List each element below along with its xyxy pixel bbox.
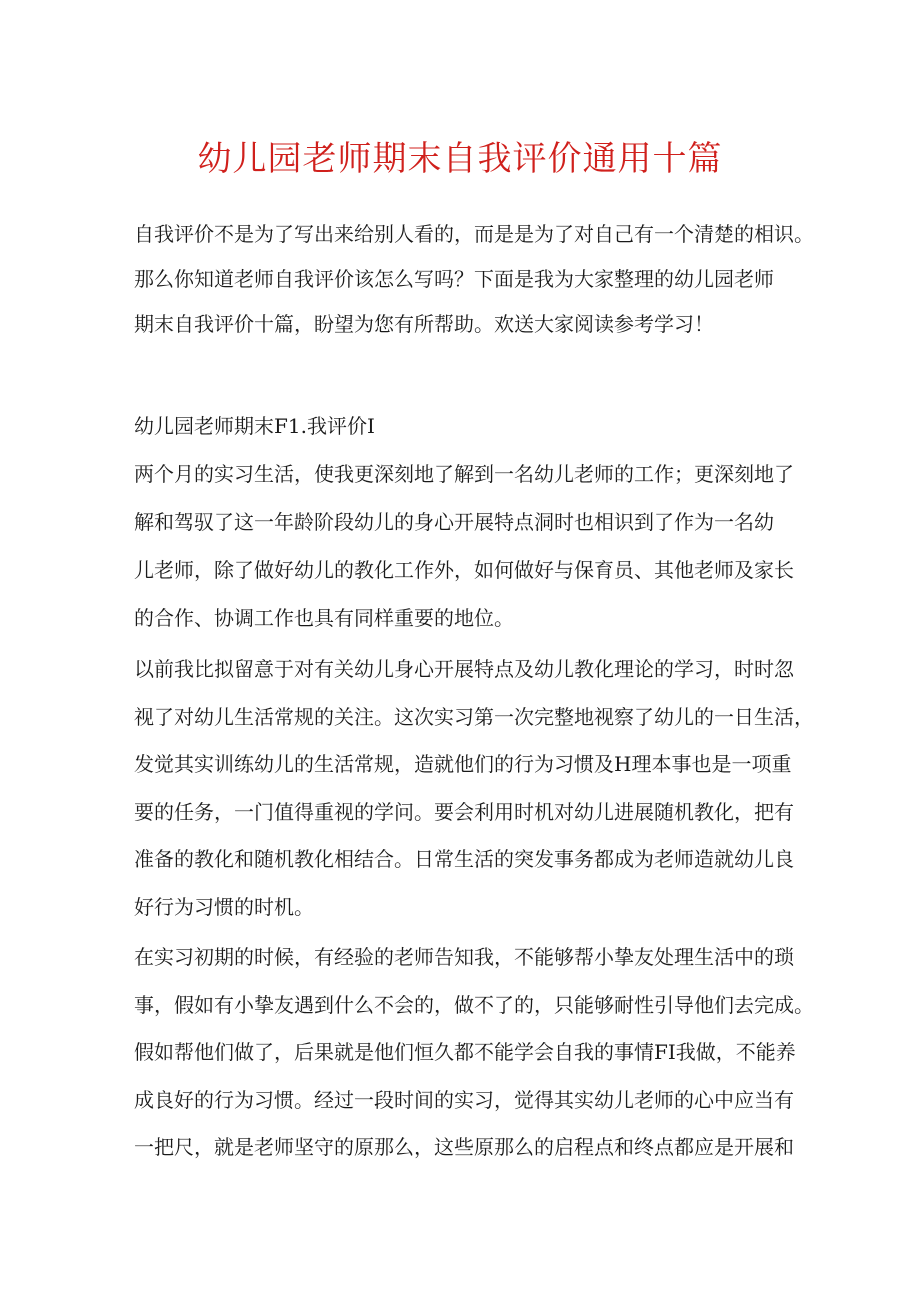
intro-paragraph <box>134 212 814 347</box>
paragraph-line: 在实习初期的时候，有经验的老师告知我，不能够帮小挚友处理生活中的琐 <box>134 945 794 969</box>
paragraph-line: 一把尺，就是老师坚守的原那么，这些原那么的启程点和终点都应是开展和 <box>134 1135 794 1160</box>
paragraph-line: 的合作、协调工作也具有同样重要的地位。 <box>134 606 514 630</box>
intro-line: 期末自我评价十篇，盼望为您有所帮助。欢送大家阅读参考学习！ <box>134 312 714 336</box>
paragraph-line: 要的任务，一门值得重视的学问。要会利用时机对幼儿进展随机教化，把有 <box>134 799 794 824</box>
intro-line: 那么你知道老师自我评价该怎么写吗？下面是我为大家整理的幼儿园老师 <box>134 267 774 291</box>
paragraph-line: 发觉其实训练幼儿的生活常规，造就他们的行为习惯及H理本事也是一项重 <box>134 752 792 777</box>
paragraph-line: 好行为习惯的时机。 <box>134 894 314 919</box>
paragraph-line: 两个月的实习生活，使我更深刻地了解到一名幼儿老师的工作；更深刻地了 <box>134 462 794 486</box>
body-paragraph-1 <box>134 450 814 642</box>
paragraph-line: 事，假如有小挚友遇到什么不会的，做不了的，只能够耐性引导他们去完成。 <box>134 992 814 1017</box>
document-title: 幼儿园老师期末自我评价通用十篇 <box>197 139 723 179</box>
paragraph-line: 解和驾驭了这一年龄阶段幼儿的身心开展特点洞时也相识到了作为一名幼 <box>134 510 774 534</box>
paragraph-line: 成良好的行为习惯。经过一段时间的实习，觉得其实幼儿老师的心中应当有 <box>134 1087 794 1112</box>
intro-line: 自我评价不是为了写出来给别人看的，而是是为了对自己有一个清楚的相识。 <box>134 222 814 246</box>
paragraph-line: 视了对幼儿生活常规的关注。这次实习第一次完整地视察了幼儿的一日生活， <box>134 704 814 729</box>
body-paragraph-2 <box>134 646 814 932</box>
section-heading: 幼儿园老师期末F1.我评价I <box>134 414 375 438</box>
body-paragraph-3 <box>134 934 814 1172</box>
paragraph-line: 准备的教化和随机教化相结合。日常生活的突发事务都成为老师造就幼儿良 <box>134 847 794 872</box>
paragraph-line: 假如帮他们做了，后果就是他们恒久都不能学会自我的事情FI我做，不能养 <box>134 1040 796 1065</box>
paragraph-line: 以前我比拟留意于对有关幼儿身心开展特点及幼儿教化理论的学习，时时忽 <box>134 657 794 681</box>
paragraph-line: 儿老师，除了做好幼儿的教化工作外，如何做好与保育员、其他老师及家长 <box>134 558 794 582</box>
